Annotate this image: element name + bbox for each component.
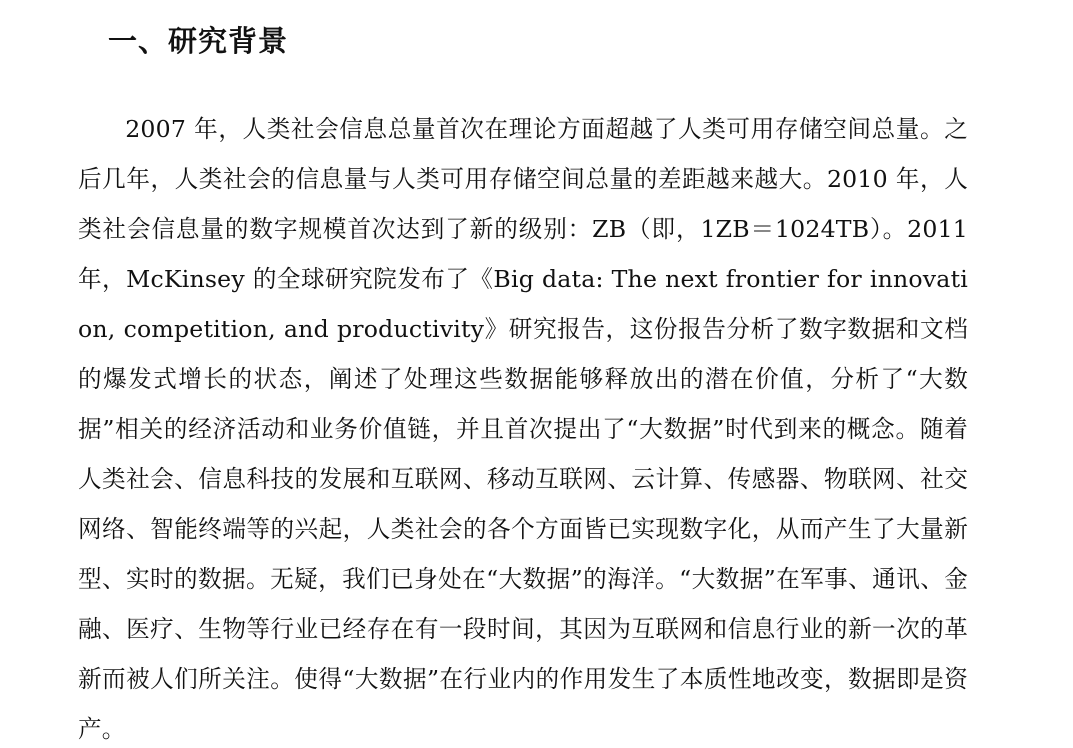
body-paragraph: 2007 年，人类社会信息总量首次在理论方面超越了人类可用存储空间总量。之后几年，人类社会的信息量与人类可用存储空间总量的差距越来越大。2010 年，人类社会信息量的数字规模首次达到了新的级别：ZB（即，1ZB＝1024TB）。2011 年，McKinsey 的全球研究院发布了《Big data: The next frontier for innovation, competition, and productivity》研究报告，这份报告分析了数字数据和文档的爆发式增长的状态，阐述了处理这些数据能够释放出的潜在价值，分析了“大数据”相关的经济活动和业务价值链，并且首次提出了“大数据”时代到来的概念。随着人类社会、信息科技的发展和互联网、移动互联网、云计算、传感器、物联网、社交网络、智能终端等的兴起，人类社会的各个方面皆已实现数字化，从而产生了大量新型、实时的数据。无疑，我们已身处在“大数据”的海洋。“大数据”在军事、通讯、金融、医疗、生物等行业已经存在有一段时间，其因为互联网和信息行业的新一次的革新而被人们所关注。使得“大数据”在行业内的作用发生了本质性地改变，数据即是资产。 xyxy=(78,115,968,743)
section-heading: 一、研究背景 xyxy=(108,24,289,58)
